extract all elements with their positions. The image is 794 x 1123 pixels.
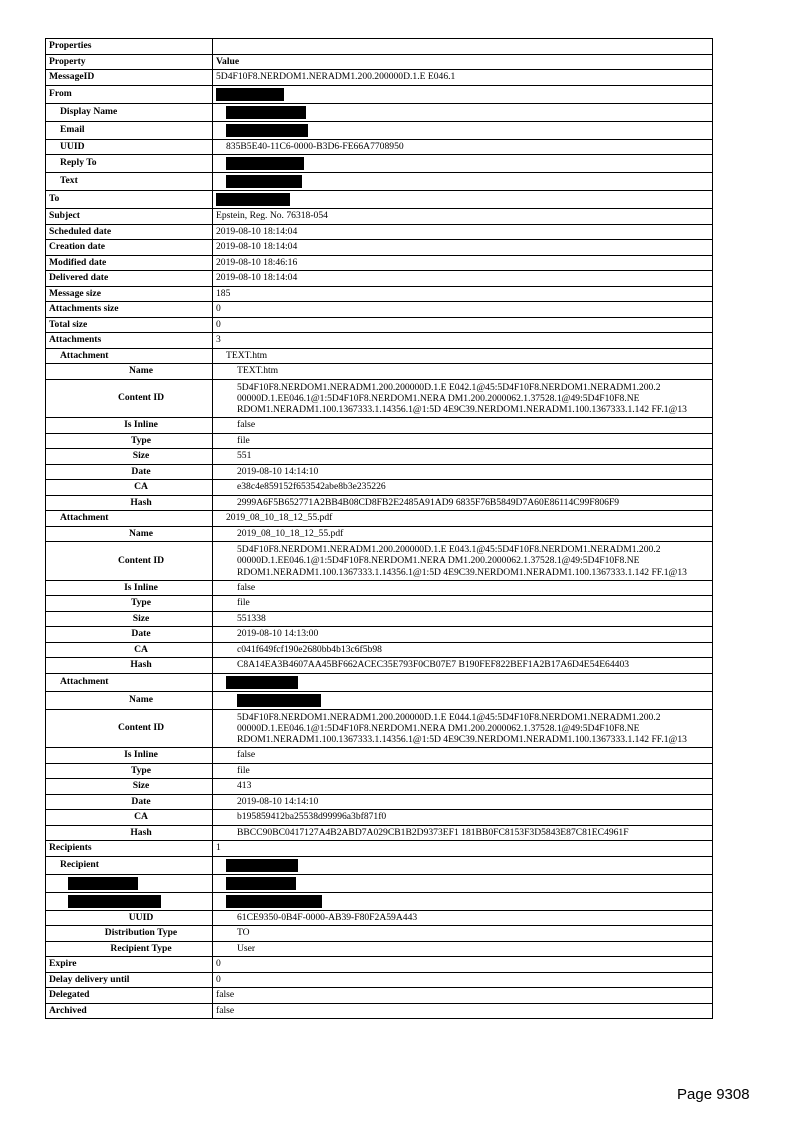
property-name-cell — [46, 611, 213, 627]
property-value-cell — [213, 286, 713, 302]
table-row — [46, 874, 713, 892]
table-row — [46, 511, 713, 527]
property-value: TEXT.htm — [237, 365, 279, 376]
property-value-cell — [213, 972, 713, 988]
property-value: 61CE9350-0B4F-0000-AB39-F80F2A59A443 — [237, 911, 418, 923]
property-value: 2999A6F5B652771A2BB4B08CD8FB2E2485A91AD9 6835F76B5849D7A60E86114C99F806F9 — [237, 496, 620, 508]
property-value: TEXT.htm — [226, 349, 268, 361]
property-value: C8A14EA3B4607AA45BF662ACEC35E793F0CB07E7 B190FEF822BEF1A2B17A6D4E54E64403 — [237, 659, 630, 671]
property-name: To — [49, 193, 60, 205]
property-value: false — [237, 419, 256, 431]
property-value: file — [237, 764, 250, 776]
property-name: Recipient Type — [110, 942, 172, 954]
table-row — [46, 825, 713, 841]
property-value-cell — [213, 926, 713, 942]
property-value-cell — [213, 364, 713, 380]
property-value: 1 — [216, 842, 221, 854]
table-row — [46, 54, 713, 70]
property-value-cell — [213, 449, 713, 465]
table-row — [46, 957, 713, 973]
property-value-cell — [213, 748, 713, 764]
property-value: 2019_08_10_18_12_55.pdf — [226, 512, 333, 524]
property-value-cell — [213, 139, 713, 155]
property-name-cell — [46, 224, 213, 240]
property-name: Hash — [130, 496, 152, 508]
property-name: Delivered date — [49, 272, 109, 283]
property-value-cell — [213, 103, 713, 121]
property-name-cell — [46, 139, 213, 155]
property-name-cell — [46, 596, 213, 612]
property-name-cell — [46, 794, 213, 810]
table-row — [46, 70, 713, 86]
table-row — [46, 364, 713, 380]
table-row — [46, 449, 713, 465]
page-number: Page 9308 — [677, 1086, 750, 1103]
property-value-cell — [213, 511, 713, 527]
redaction-bar — [226, 157, 304, 170]
table-row — [46, 709, 713, 748]
property-name-cell — [46, 54, 213, 70]
property-name: Type — [130, 434, 152, 446]
property-value-cell — [213, 673, 713, 691]
property-name: Properties — [49, 40, 92, 51]
table-row — [46, 85, 713, 103]
property-name-cell — [46, 173, 213, 191]
property-value: 413 — [237, 780, 252, 792]
table-row — [46, 763, 713, 779]
property-name-cell — [46, 317, 213, 333]
property-name-cell — [46, 841, 213, 857]
property-value-cell — [213, 580, 713, 596]
property-name-cell — [46, 103, 213, 121]
property-name-cell — [46, 542, 213, 581]
property-value: 2019-08-10 14:13:00 — [237, 628, 319, 640]
property-name-cell — [46, 348, 213, 364]
table-row — [46, 1003, 713, 1019]
property-name-cell — [46, 379, 213, 418]
property-name: Expire — [49, 958, 77, 970]
table-row — [46, 348, 713, 364]
redaction-bar — [226, 859, 298, 872]
table-row — [46, 121, 713, 139]
property-name: Creation date — [49, 241, 106, 252]
table-row — [46, 794, 713, 810]
property-name-cell — [46, 748, 213, 764]
property-name: Subject — [49, 210, 80, 221]
property-value-cell — [213, 794, 713, 810]
property-value: e38c4e859152f653542abe8b3e235226 — [237, 481, 386, 493]
property-name: Attachments size — [49, 303, 119, 314]
property-name-cell — [46, 642, 213, 658]
property-name: Size — [132, 450, 150, 462]
redaction-bar — [237, 694, 321, 707]
property-name-cell — [46, 810, 213, 826]
property-value-cell — [213, 333, 713, 349]
property-name: CA — [134, 811, 148, 823]
redaction-bar — [68, 877, 138, 890]
property-value: 0 — [216, 303, 221, 314]
property-name: CA — [134, 481, 148, 493]
property-value: 551338 — [237, 612, 266, 624]
property-value-cell — [213, 317, 713, 333]
redaction-bar — [68, 895, 161, 908]
properties-table-body — [46, 39, 713, 1019]
table-row — [46, 642, 713, 658]
property-value-cell — [213, 779, 713, 795]
property-name: Text — [60, 175, 78, 187]
redaction-bar — [226, 106, 306, 119]
property-value-cell — [213, 642, 713, 658]
property-value-cell — [213, 526, 713, 542]
property-value: 551 — [237, 450, 252, 462]
property-value: 5D4F10F8.NERDOM1.NERADM1.200.200000D.1.E E043.1@45:5D4F10F8.NERDOM1.NERADM1.200.2 00000D.1.EE046.1@1:5D4F10F8.NERDOM1.NERA DM1.200.2000062.1.37528.1@49:5D4F10F8.NE RDOM1.NERADM1.100.1367333.1.14356.1@1:5D 4E9C39.NERDOM1.NERADM1.100.1367333.1.142 FF.1@13 — [237, 544, 687, 578]
property-name-cell — [46, 209, 213, 225]
property-name-cell — [46, 511, 213, 527]
property-name: Reply To — [60, 157, 97, 169]
property-name: Content ID — [117, 722, 165, 734]
property-name: Name — [129, 365, 153, 376]
property-name-cell — [46, 709, 213, 748]
property-name-cell — [46, 464, 213, 480]
property-value-cell — [213, 957, 713, 973]
property-name-cell — [46, 856, 213, 874]
property-name: Modified date — [49, 256, 107, 268]
property-value-cell — [213, 379, 713, 418]
table-row — [46, 224, 713, 240]
property-name-cell — [46, 825, 213, 841]
property-value: 2019-08-10 18:14:04 — [216, 272, 298, 283]
property-name: From — [49, 87, 72, 99]
property-name: CA — [134, 643, 148, 655]
property-value: 2019-08-10 18:14:04 — [216, 241, 298, 252]
property-value: 2019-08-10 18:46:16 — [216, 256, 298, 268]
property-value: TO — [237, 927, 250, 939]
table-row — [46, 691, 713, 709]
table-row — [46, 611, 713, 627]
redaction-bar — [226, 676, 298, 689]
property-name: Is Inline — [124, 749, 158, 761]
property-value: false — [216, 989, 235, 1001]
property-value: 5D4F10F8.NERDOM1.NERADM1.200.200000D.1.E E046.1 — [216, 71, 456, 82]
property-name-cell — [46, 39, 213, 55]
table-row — [46, 173, 713, 191]
property-value-cell — [213, 691, 713, 709]
property-value-cell — [213, 658, 713, 674]
table-row — [46, 139, 713, 155]
property-name-cell — [46, 191, 213, 209]
property-value-cell — [213, 348, 713, 364]
property-name-cell — [46, 988, 213, 1004]
table-row — [46, 941, 713, 957]
property-name-cell — [46, 910, 213, 926]
property-value: 5D4F10F8.NERDOM1.NERADM1.200.200000D.1.E E044.1@45:5D4F10F8.NERDOM1.NERADM1.200.2 00000D.1.EE046.1@1:5D4F10F8.NERDOM1.NERA DM1.200.2000062.1.37528.1@49:5D4F10F8.NE RDOM1.NERADM1.100.1367333.1.14356.1@1:5D 4E9C39.NERDOM1.NERADM1.100.1367333.1.142 FF.1@13 — [237, 711, 687, 746]
table-row — [46, 658, 713, 674]
property-value: false — [216, 1004, 235, 1016]
property-name-cell — [46, 957, 213, 973]
property-name: Delegated — [49, 989, 90, 1001]
property-value-cell — [213, 810, 713, 826]
property-name-cell — [46, 433, 213, 449]
property-value: 0 — [216, 318, 221, 330]
table-row — [46, 240, 713, 256]
property-value: 2019_08_10_18_12_55.pdf — [237, 527, 344, 539]
table-row — [46, 495, 713, 511]
property-name: Date — [131, 628, 151, 640]
property-name: Is Inline — [124, 581, 158, 593]
table-row — [46, 526, 713, 542]
table-row — [46, 972, 713, 988]
property-name: Size — [132, 780, 150, 792]
property-value-cell — [213, 418, 713, 434]
table-row — [46, 596, 713, 612]
property-value-cell — [213, 191, 713, 209]
table-row — [46, 779, 713, 795]
property-value-cell — [213, 54, 713, 70]
property-name-cell — [46, 972, 213, 988]
property-name-cell — [46, 580, 213, 596]
property-value: 5D4F10F8.NERDOM1.NERADM1.200.200000D.1.E E042.1@45:5D4F10F8.NERDOM1.NERADM1.200.2 00000D.1.EE046.1@1:5D4F10F8.NERDOM1.NERA DM1.200.2000062.1.37528.1@49:5D4F10F8.NE RDOM1.NERADM1.100.1367333.1.14356.1@1:5D 4E9C39.NERDOM1.NERADM1.100.1367333.1.142 FF.1@13 — [237, 381, 687, 415]
property-value: false — [237, 581, 256, 593]
table-row — [46, 302, 713, 318]
table-row — [46, 464, 713, 480]
property-name-cell — [46, 333, 213, 349]
property-value-cell — [213, 892, 713, 910]
table-row — [46, 580, 713, 596]
property-name: MessageID — [49, 71, 95, 82]
table-row — [46, 333, 713, 349]
property-name-cell — [46, 480, 213, 496]
table-row — [46, 926, 713, 942]
property-name: Attachment — [60, 675, 109, 687]
property-name-cell — [46, 691, 213, 709]
property-name-cell — [46, 85, 213, 103]
table-row — [46, 286, 713, 302]
redaction-bar — [226, 175, 302, 188]
table-row — [46, 39, 713, 55]
redaction-bar — [226, 877, 296, 890]
property-value: b195859412ba25538d99996a3bf871f0 — [237, 811, 387, 823]
property-name-cell — [46, 255, 213, 271]
property-name: Archived — [49, 1004, 87, 1016]
redaction-bar — [226, 124, 308, 137]
table-row — [46, 103, 713, 121]
table-row — [46, 673, 713, 691]
redaction-bar — [226, 895, 322, 908]
property-name: Email — [60, 123, 85, 135]
property-name: Distribution Type — [104, 927, 178, 939]
table-row — [46, 317, 713, 333]
property-value-cell — [213, 121, 713, 139]
property-value-cell — [213, 433, 713, 449]
property-name: Is Inline — [124, 419, 158, 431]
table-row — [46, 627, 713, 643]
property-value: 0 — [216, 973, 221, 985]
property-name: Content ID — [117, 554, 165, 566]
property-value: BBCC90BC0417127A4B2ABD7A029CB1B2D9373EF1 181BB0FC8153F3D5843E87C81EC4961F — [237, 826, 629, 838]
property-value-cell — [213, 910, 713, 926]
property-value: file — [237, 597, 250, 609]
property-name-cell — [46, 449, 213, 465]
property-value: 2019-08-10 14:14:10 — [237, 795, 319, 807]
property-value-cell — [213, 825, 713, 841]
property-value: 0 — [216, 958, 221, 970]
redaction-bar — [216, 193, 290, 206]
table-row — [46, 191, 713, 209]
property-name-cell — [46, 874, 213, 892]
property-name: Content ID — [117, 392, 165, 404]
property-name: Size — [132, 612, 150, 624]
property-name: Delay delivery until — [49, 973, 130, 985]
property-value-cell — [213, 709, 713, 748]
property-value-cell — [213, 611, 713, 627]
property-value: file — [237, 434, 250, 446]
property-value-cell — [213, 495, 713, 511]
property-name: Name — [129, 693, 153, 705]
table-row — [46, 418, 713, 434]
table-row — [46, 271, 713, 287]
property-name-cell — [46, 418, 213, 434]
property-value-cell — [213, 988, 713, 1004]
table-row — [46, 988, 713, 1004]
property-value: 185 — [216, 287, 231, 299]
property-value-cell — [213, 255, 713, 271]
property-name-cell — [46, 779, 213, 795]
property-value: 2019-08-10 18:14:04 — [216, 225, 298, 237]
property-value: false — [237, 749, 256, 761]
property-name-cell — [46, 526, 213, 542]
table-row — [46, 480, 713, 496]
property-value-cell — [213, 39, 713, 55]
table-row — [46, 433, 713, 449]
properties-sheet — [45, 38, 712, 1019]
property-name: Recipient — [60, 859, 99, 871]
property-value: 2019-08-10 14:14:10 — [237, 465, 319, 477]
property-value-cell — [213, 224, 713, 240]
property-name: Type — [130, 597, 152, 609]
property-name-cell — [46, 240, 213, 256]
property-value-cell — [213, 856, 713, 874]
property-name-cell — [46, 495, 213, 511]
property-value-cell — [213, 841, 713, 857]
property-name-cell — [46, 286, 213, 302]
property-name: Scheduled date — [49, 225, 112, 237]
property-value-cell — [213, 941, 713, 957]
property-value-cell — [213, 763, 713, 779]
property-name: Hash — [130, 659, 152, 671]
table-row — [46, 841, 713, 857]
property-name-cell — [46, 70, 213, 86]
property-name: Name — [129, 527, 153, 539]
property-name-cell — [46, 892, 213, 910]
property-name: Attachment — [60, 512, 109, 524]
property-name: Attachment — [60, 349, 109, 361]
property-name-cell — [46, 271, 213, 287]
table-row — [46, 209, 713, 225]
property-name: Message size — [49, 287, 101, 299]
property-value-cell — [213, 271, 713, 287]
property-name: Display Name — [60, 105, 118, 117]
property-name-cell — [46, 121, 213, 139]
property-value-cell — [213, 480, 713, 496]
property-value-cell — [213, 464, 713, 480]
property-value: 835B5E40-11C6-0000-B3D6-FE66A7708950 — [226, 140, 404, 152]
redaction-bar — [216, 88, 284, 101]
property-name: Property — [49, 55, 86, 67]
table-row — [46, 542, 713, 581]
property-name: Attachments — [49, 334, 102, 345]
property-name: UUID — [128, 911, 154, 923]
table-row — [46, 155, 713, 173]
property-name-cell — [46, 302, 213, 318]
property-name-cell — [46, 1003, 213, 1019]
property-value-cell — [213, 542, 713, 581]
property-value-cell — [213, 627, 713, 643]
property-value-cell — [213, 1003, 713, 1019]
property-value-cell — [213, 596, 713, 612]
property-value-cell — [213, 209, 713, 225]
table-row — [46, 748, 713, 764]
table-row — [46, 255, 713, 271]
property-name: UUID — [60, 140, 85, 152]
property-name-cell — [46, 673, 213, 691]
property-value-cell — [213, 302, 713, 318]
property-name: Date — [131, 465, 151, 477]
table-row — [46, 810, 713, 826]
property-value: 3 — [216, 334, 221, 345]
property-name-cell — [46, 627, 213, 643]
property-value-cell — [213, 173, 713, 191]
property-value-cell — [213, 240, 713, 256]
property-name: Recipients — [49, 842, 92, 854]
property-name-cell — [46, 763, 213, 779]
table-row — [46, 892, 713, 910]
property-value: Epstein, Reg. No. 76318-054 — [216, 210, 328, 221]
property-value: User — [237, 942, 256, 954]
property-value-cell — [213, 155, 713, 173]
property-name: Total size — [49, 318, 88, 330]
property-value-cell — [213, 70, 713, 86]
table-row — [46, 910, 713, 926]
property-value: c041f649fcf190e2680bb4b13c6f5b98 — [237, 643, 382, 655]
property-value-cell — [213, 85, 713, 103]
table-row — [46, 379, 713, 418]
property-name-cell — [46, 658, 213, 674]
table-row — [46, 856, 713, 874]
property-name-cell — [46, 941, 213, 957]
properties-table — [45, 38, 713, 1019]
property-value-cell — [213, 874, 713, 892]
property-value: Value — [216, 55, 240, 67]
property-name-cell — [46, 364, 213, 380]
property-name-cell — [46, 926, 213, 942]
property-name: Type — [130, 764, 152, 776]
property-name: Hash — [130, 826, 152, 838]
property-name: Date — [131, 795, 151, 807]
property-name-cell — [46, 155, 213, 173]
